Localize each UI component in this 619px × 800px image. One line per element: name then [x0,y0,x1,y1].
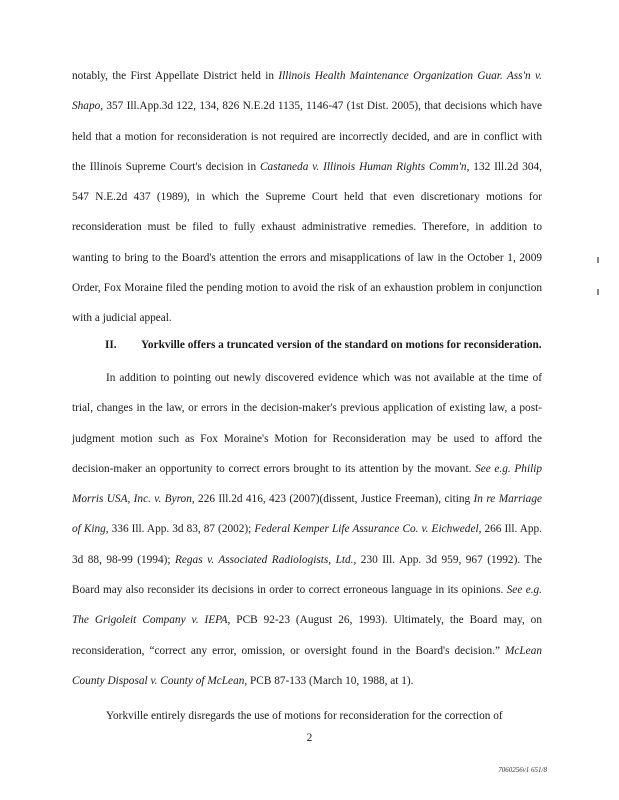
case-citation: McLean County Disposal v. County of McLean [72,644,542,687]
text-run: Yorkville entirely disregards the use of motions for reconsideration for the correction of [106,710,503,722]
page-number: 2 [306,732,313,744]
body-paragraph-2 [72,363,542,696]
text-run: , 336 Ill. App. 3d 83, 87 (2002); [105,523,255,536]
body-paragraph-1 [72,61,542,334]
text-run: , 266 Ill. App. 3d 88, 98-99 (1994); [72,523,543,566]
text-run: , 132 Ill.2d 304, 547 N.E.2d 437 (1989), in which the Supreme Court held that even discretionary motions for reconsideration must be filed to fully exhaust administrative remedies. Therefore, in addition to wanting to bring to the Board's attention the errors and misapplications of law in the October 1, 2009 Order, Fox Moraine filed the pending motion to avoid the risk of an exhaustion problem in conjunction with a judicial appeal. [72,160,542,325]
case-citation: Regas v. Associated Radiologists, Ltd. [174,553,354,566]
case-citation: In re Marriage of King [72,493,542,536]
text-run: In addition to pointing out newly discovered evidence which was not available at the time of trial, changes in the law, or errors in the decision-maker's previous application of existing law, a post-judgment motion such as Fox Moraine's Motion for Reconsideration may be used to afford the decision-maker an opportunity to correct errors brought to its attention by the movant. [72,372,542,475]
section-title: Yorkville offers a truncated version of the standard on motions for reconsideration. [141,339,542,351]
case-citation: See e.g. The Grigoleit Company v. IEPA [72,584,543,627]
text-run: notably, the First Appellate District held in [72,70,279,82]
scan-artifact-mark [597,257,599,263]
section-number: II. [105,339,117,351]
case-citation: Castaneda v. Illinois Human Rights Comm'n [260,160,467,173]
text-run: , 357 Ill.App.3d 122, 134, 826 N.E.2d 1135, 1146-47 (1st Dist. 2005), that decisions which have held that a motion for reconsideration is not required are incorrectly decided, and are in conflict with the Illinois Supreme Court's decision in [72,100,542,173]
text-run: , 230 Ill. App. 3d 959, 967 (1992). The Board may also reconsider its decisions in order to correct erroneous language in its opinions. [72,553,542,597]
case-citation: See e.g. Philip Morris USA, Inc. v. Byron [72,462,543,506]
scan-artifact-mark [597,289,599,295]
text-run: , PCB 92-23 (August 26, 1993). Ultimately, the Board may, on reconsideration, “correct any error, omission, or oversight found in the Board's decision.” [72,614,542,657]
text-run: , PCB 87-133 (March 10, 1988, at 1). [244,674,414,687]
document-id: 7060256v1 651/8 [498,766,547,774]
text-run: , 226 Ill.2d 416, 423 (2007)(dissent, Justice Freeman), citing [191,493,474,506]
case-citation: Illinois Health Maintenance Organization Guar. Ass'n v. Shapo [72,70,542,113]
case-citation: Federal Kemper Life Assurance Co. v. Eichwedel [254,523,479,536]
body-paragraph-3 [72,701,542,731]
section-heading [105,336,542,354]
